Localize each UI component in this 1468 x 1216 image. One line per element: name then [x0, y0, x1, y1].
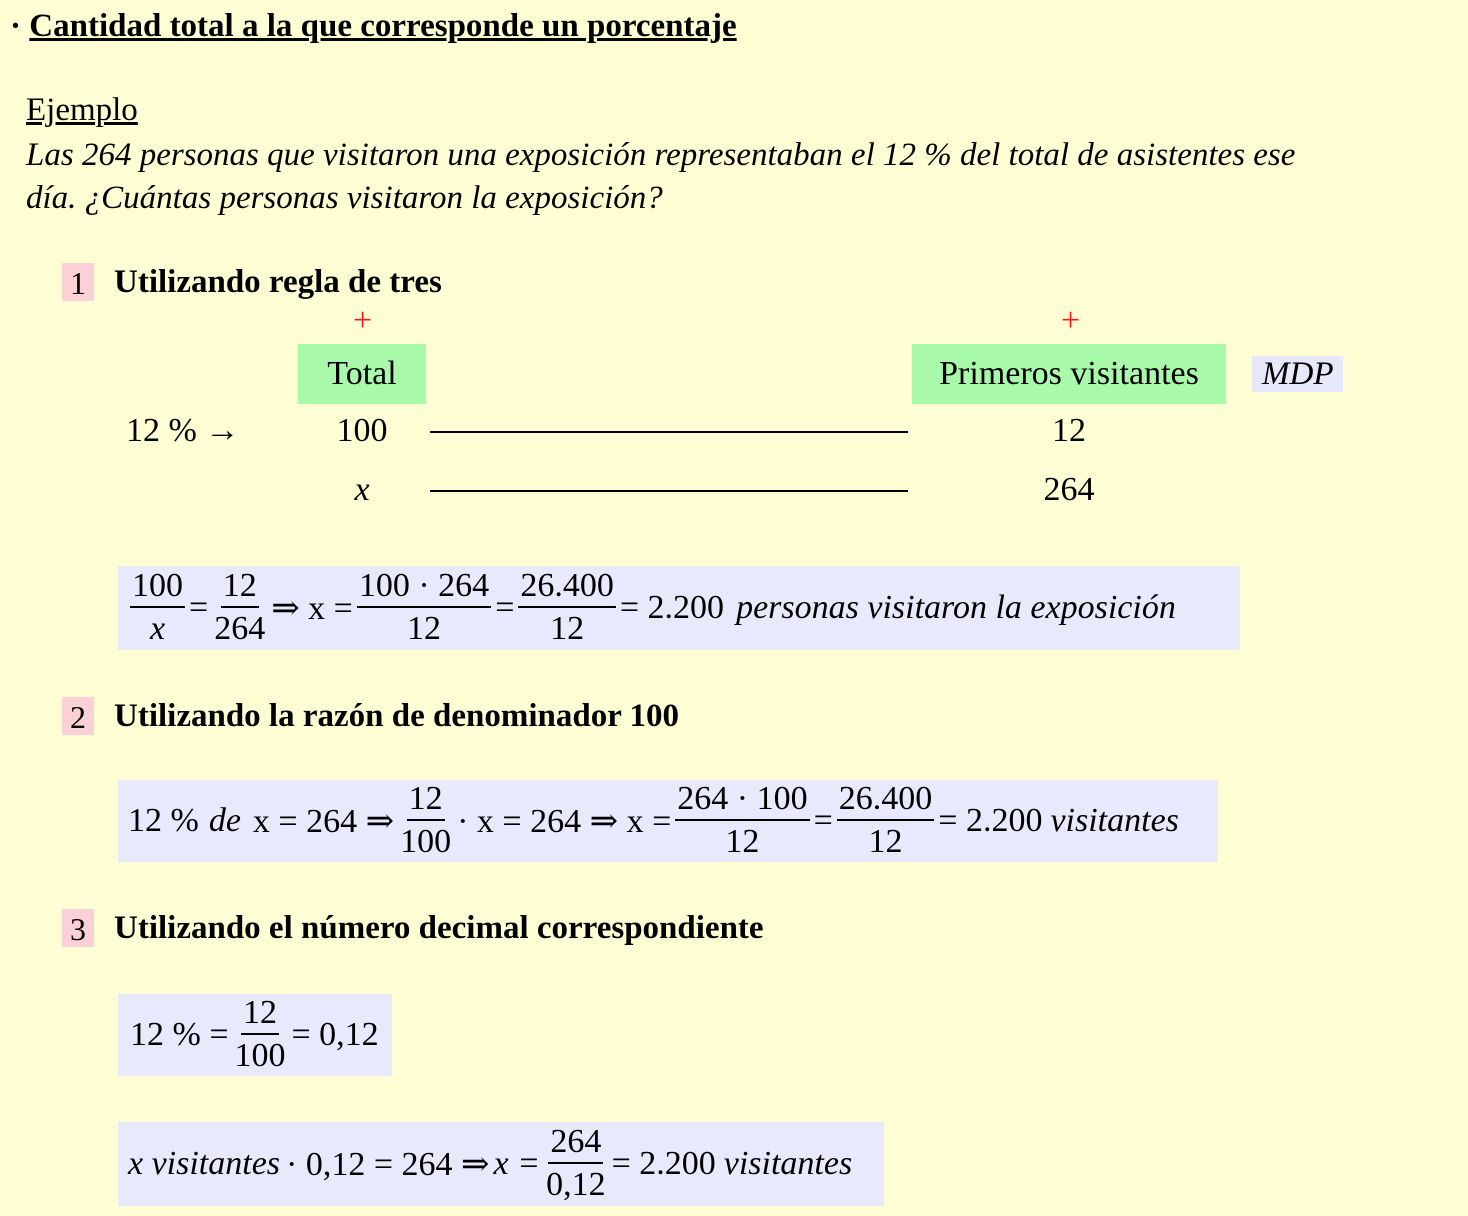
- equation-rule-of-three: $\frac{100}{x}$ = $\frac{12}{264}$ ⇒ x = $\frac{100 \cdot 264}{12}$ = $\frac{26.400}{12}$ = 2.200 personas visitaron la exposición: [118, 566, 1240, 650]
- title-bullet: ·: [10, 8, 22, 44]
- equation-percent-to-decimal: 12 % = $\frac{12}{100}$ = 0,12: [118, 994, 392, 1076]
- equation-unit: visitantes: [723, 1145, 853, 1182]
- fraction-12-over-100: $\frac{12}{100}$: [400, 780, 452, 860]
- section-1-heading: [62, 262, 442, 301]
- equation-result: = 2.200: [611, 1145, 716, 1182]
- row1-connector-line: [430, 431, 908, 433]
- equation-decimal-solve: x visitantes · 0,12 = 264 ⇒ x = $\frac{264}{0,12}$ = 2.200 visitantes: [118, 1122, 884, 1206]
- fraction-100-over-x: $\frac{100}{x}$: [132, 567, 183, 647]
- fraction-product-over-12: $\frac{100 \cdot 264}{12}$: [358, 567, 490, 647]
- row1-left-value: 100: [336, 412, 388, 449]
- example-line-2: día. ¿Cuántas personas visitaron la exposición?: [26, 180, 663, 216]
- column-header-visitors: Primeros visitantes: [912, 344, 1226, 404]
- section-2-number: 2: [62, 697, 94, 735]
- section-2-label: Utilizando la razón de denominador 100: [114, 697, 680, 734]
- fraction-26400-over-12: $\frac{26.400}{12}$: [838, 780, 933, 860]
- row1-prefix: 12 % →: [126, 412, 240, 449]
- fraction-12-over-264: $\frac{12}{264}$: [214, 567, 266, 647]
- equation-unit: visitantes: [1050, 802, 1179, 839]
- row1-right-value: 12: [1052, 412, 1086, 449]
- equation-conclusion: personas visitaron la exposición: [736, 589, 1176, 626]
- fraction-26400-over-12: $\frac{26.400}{12}$: [520, 567, 614, 647]
- plus-left: +: [353, 302, 373, 339]
- equation-ratio-100: 12 % de x = 264 ⇒ $\frac{12}{100}$ · x = 264 ⇒ x = $\frac{264 \cdot 100}{12}$ = $\frac{26.400}{12}$ = 2.200 visitantes: [118, 780, 1218, 862]
- mdp-label: MDP: [1252, 356, 1343, 392]
- fraction-264-over-0-12: $\frac{264}{0,12}$: [546, 1123, 606, 1203]
- row2-left-value: x: [354, 471, 370, 508]
- row2-connector-line: [430, 490, 908, 492]
- section-1-number: 1: [62, 263, 94, 301]
- example-label: Ejemplo: [26, 92, 138, 128]
- title-text: Cantidad total a la que corresponde un porcentaje: [29, 8, 737, 44]
- section-3-heading: [62, 908, 764, 947]
- example-statement: [26, 134, 1295, 220]
- plus-right: +: [1061, 302, 1081, 339]
- section-1-label: Utilizando regla de tres: [114, 263, 442, 300]
- fraction-12-over-100: $\frac{12}{100}$: [234, 994, 286, 1074]
- row2-right-value: 264: [1043, 471, 1095, 508]
- page-title: [10, 8, 737, 45]
- equation-result: = 0,12: [291, 1016, 379, 1053]
- equation-result: = 2.200: [938, 802, 1043, 839]
- example-line-1: Las 264 personas que visitaron una exposición representaban el 12 % del total de asistentes ese: [26, 137, 1296, 173]
- column-header-total: Total: [298, 344, 426, 404]
- section-3-number: 3: [62, 909, 94, 947]
- fraction-264x100-over-12: $\frac{264 \cdot 100}{12}$: [677, 780, 808, 860]
- section-3-label: Utilizando el número decimal correspondiente: [114, 909, 764, 946]
- section-2-heading: [62, 696, 679, 735]
- equation-result: = 2.200: [619, 589, 725, 626]
